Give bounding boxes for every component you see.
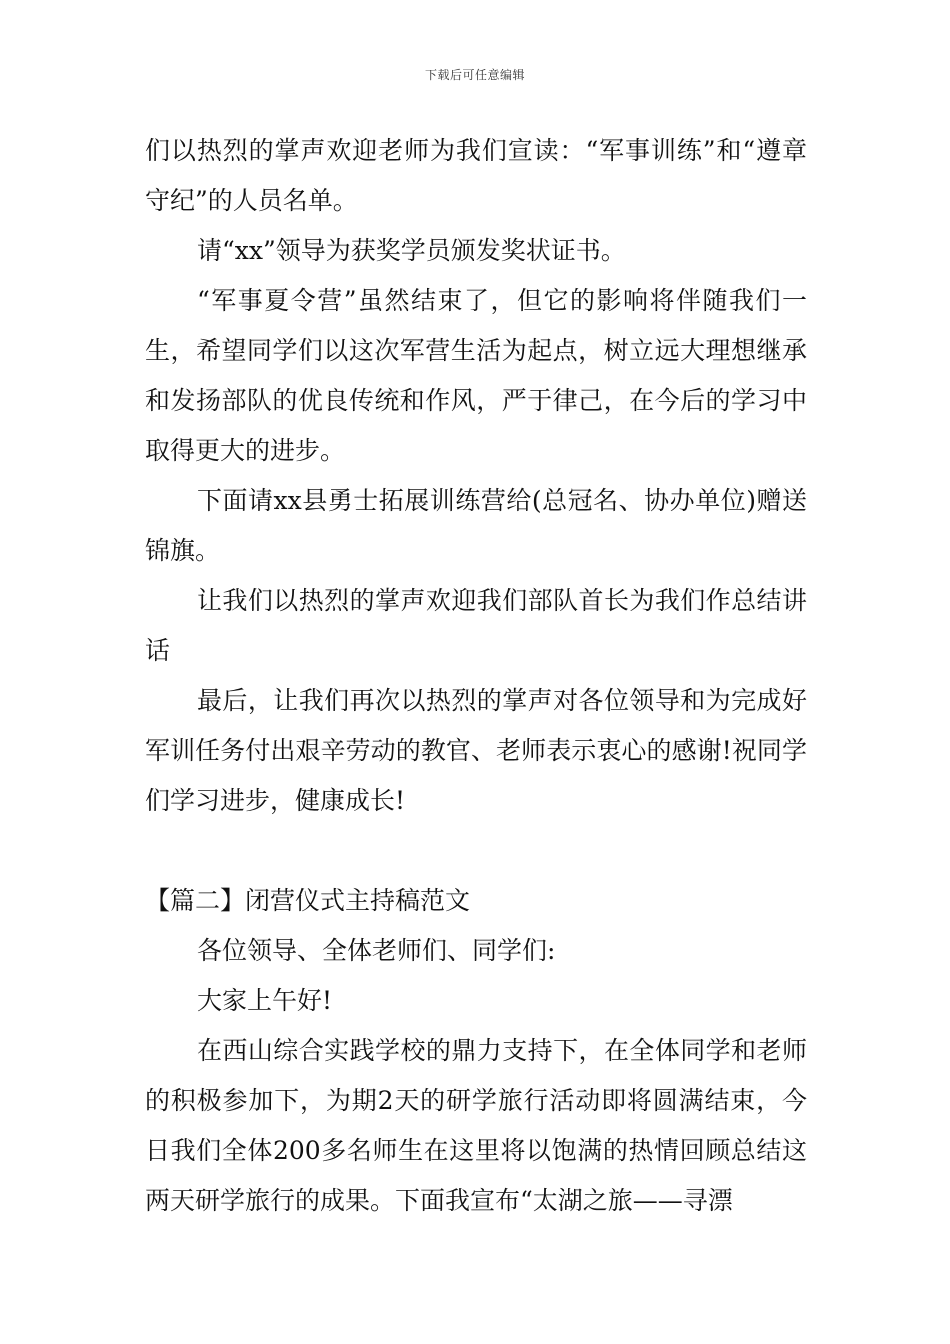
paragraph-greeting-audience: 各位领导、全体老师们、同学们:	[197, 936, 556, 965]
paragraph-commander-speech: 让我们以热烈的掌声欢迎我们部队首长为我们作总结讲话	[145, 586, 807, 665]
paragraph-closing-thanks: 最后，让我们再次以热烈的掌声对各位领导和为完成好军训任务付出艰辛劳动的教官、老师表示衷心的感谢!祝同学们学习进步，健康成长!	[145, 686, 807, 815]
paragraph-award-presentation: 请“xx”领导为获奖学员颁发奖状证书。	[197, 236, 626, 265]
section-title: 【篇二】闭营仪式主持稿范文	[145, 886, 471, 915]
paragraph-greeting-morning: 大家上午好!	[197, 986, 333, 1015]
page-header: 下载后可任意编辑	[424, 68, 525, 82]
paragraph-opening-remarks: 在西山综合实践学校的鼎力支持下，在全体同学和老师的积极参加下，为期2天的研学旅行活动即将圆满结束，今日我们全体200多名师生在这里将以饱满的热情回顾总结这两天研学旅行的成果。下面我宣布“太湖之旅——寻漂	[145, 1036, 807, 1215]
paragraph-camp-summary: “军事夏令营”虽然结束了，但它的影响将伴随我们一生，希望同学们以这次军营生活为起点，树立远大理想继承和发扬部队的优良传统和作风，严于律己，在今后的学习中取得更大的进步。	[145, 286, 807, 465]
document-body	[145, 126, 807, 1226]
paragraph-continued: 们以热烈的掌声欢迎老师为我们宣读：“军事训练”和“遵章守纪”的人员名单。	[145, 136, 807, 215]
section-spacer	[145, 826, 807, 876]
paragraph-banner-presentation: 下面请xx县勇士拓展训练营给(总冠名、协办单位)赠送锦旗。	[145, 486, 807, 565]
